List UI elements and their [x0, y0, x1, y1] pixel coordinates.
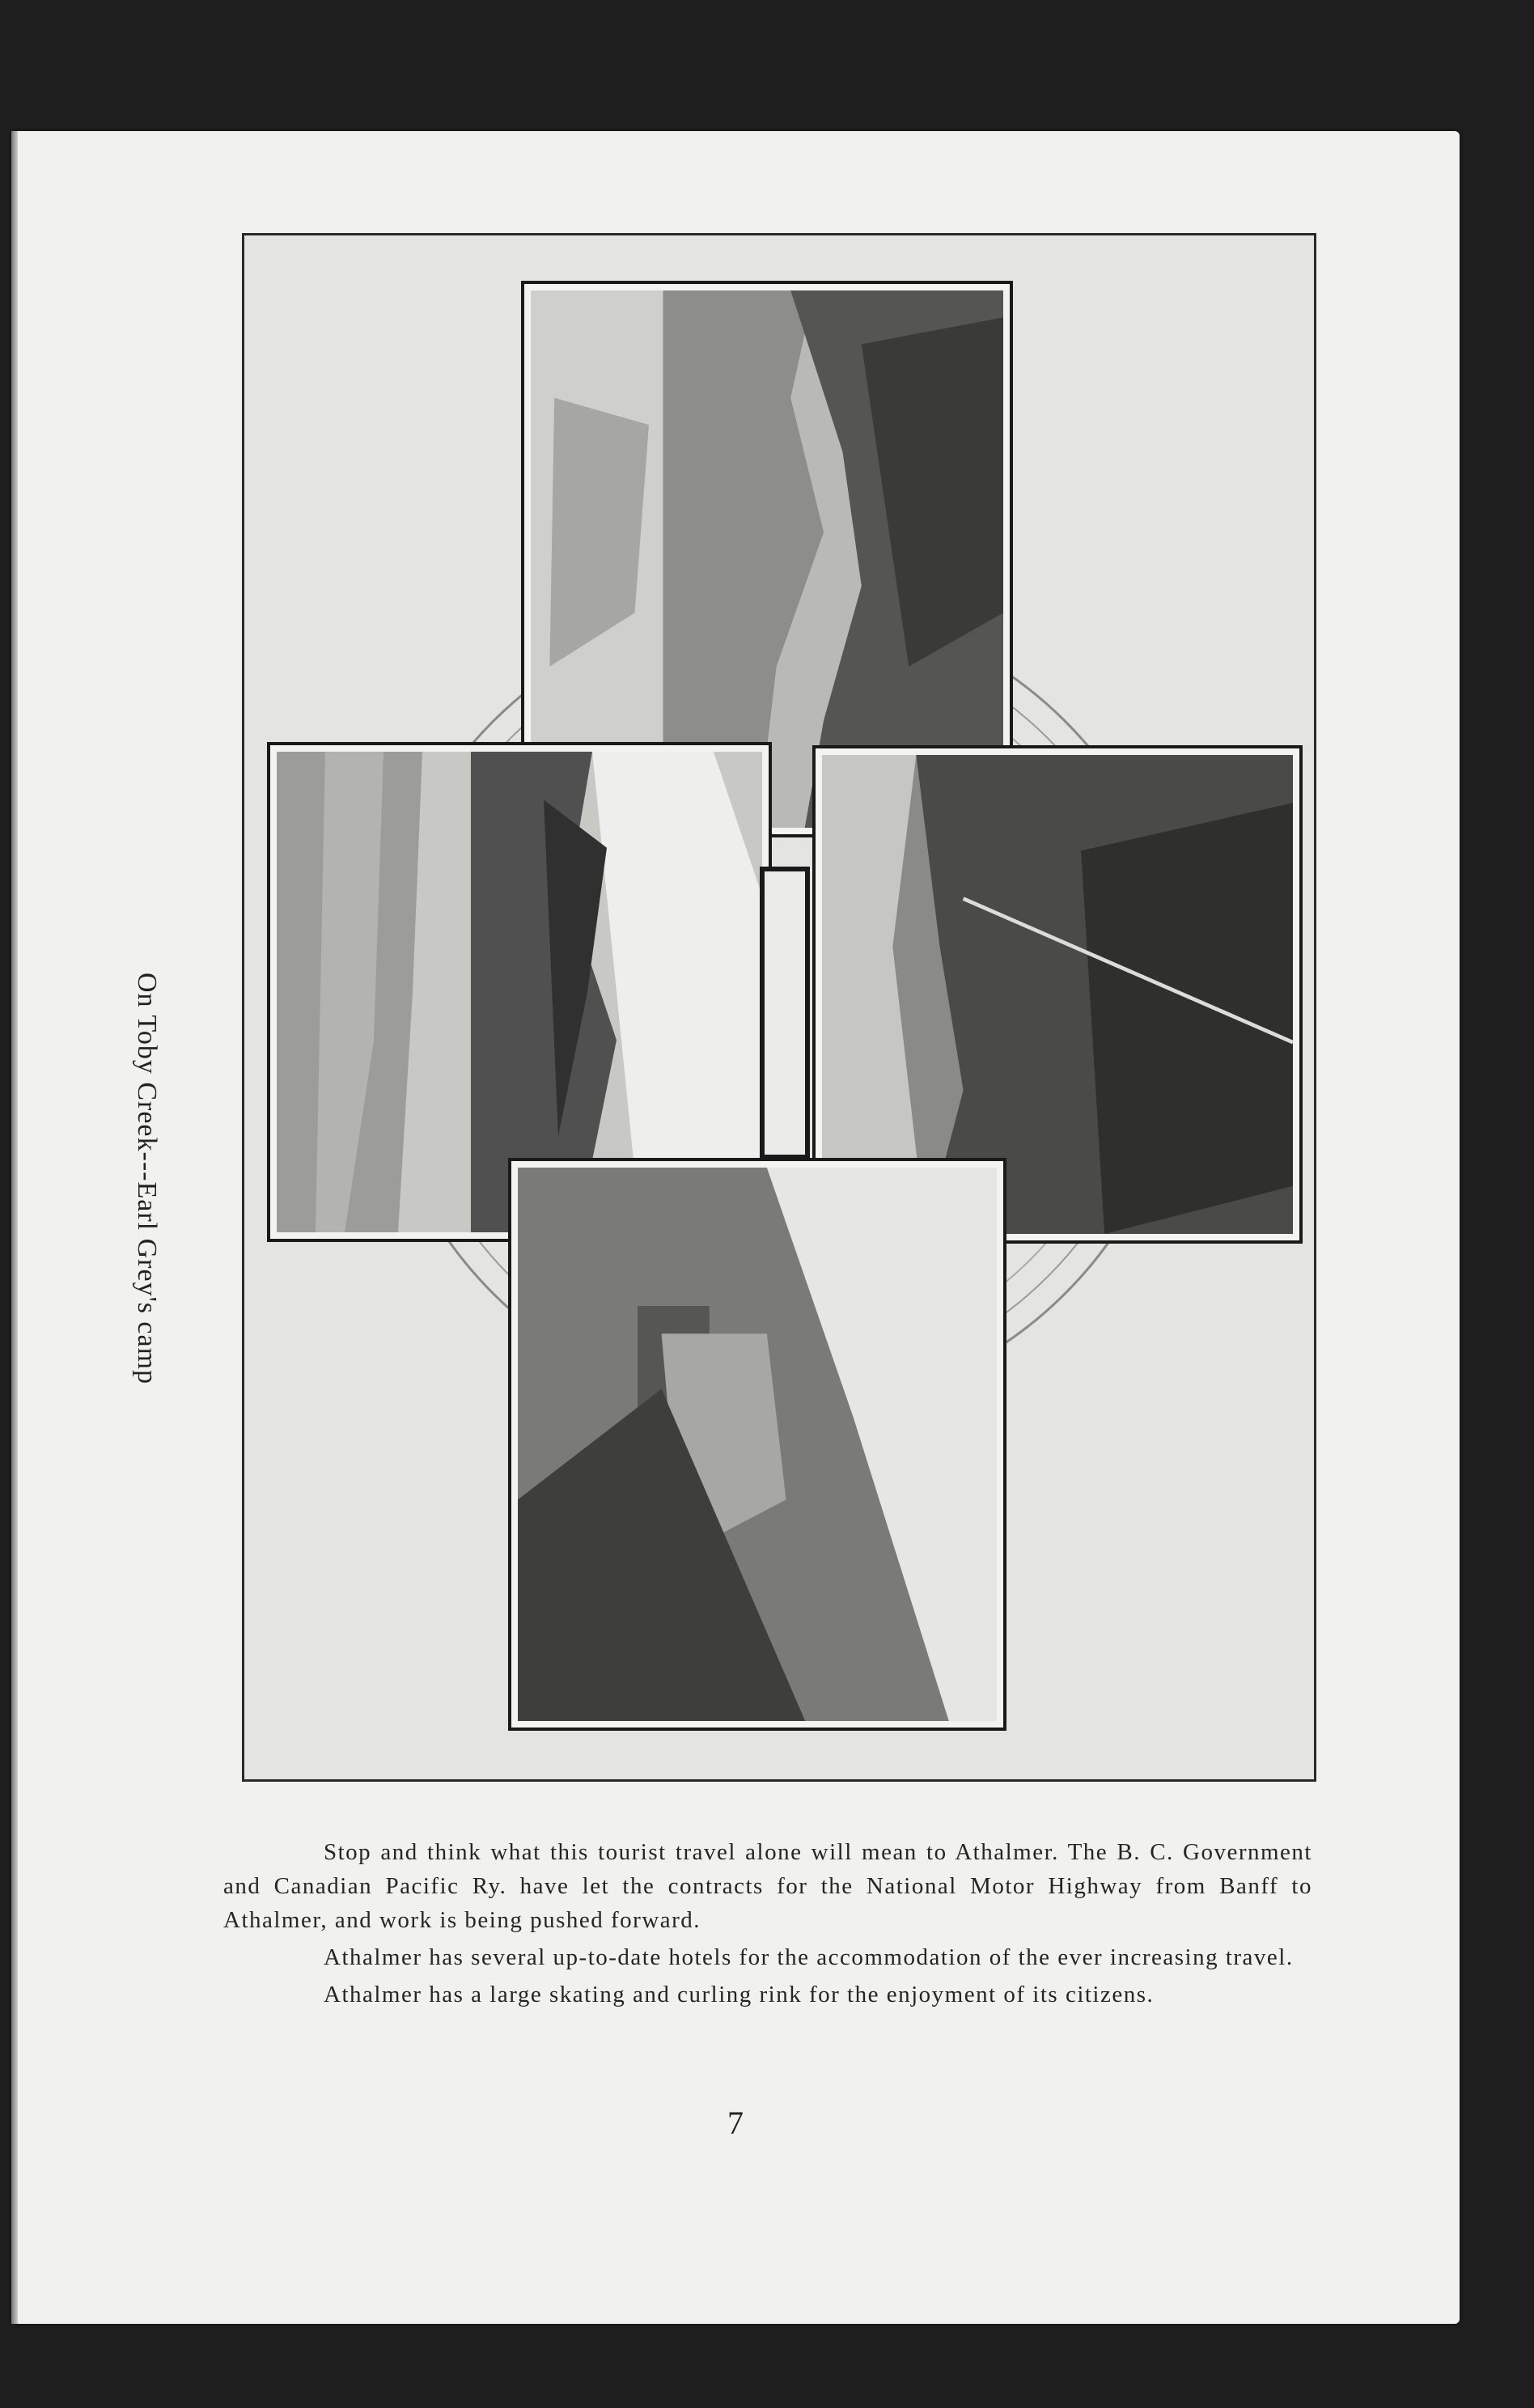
photo-plate	[242, 233, 1316, 1782]
plate-caption: On Toby Creek---Earl Grey's camp	[132, 973, 162, 1385]
photo-cabin-bottom	[508, 1158, 1006, 1731]
paragraph: Stop and think what this tourist travel alone will mean to Athalmer. The B. C. Government and Canadian Pacific Ry. have let the contracts for the National Motor Highway from Banff to Athalmer, and work is being pushed forward.	[223, 1839, 1312, 1933]
body-text	[223, 1835, 1312, 2015]
paragraph: Athalmer has a large skating and curling rink for the enjoyment of its citizens.	[324, 1982, 1155, 2007]
page-spine-shadow	[11, 131, 18, 2324]
center-frame-bar	[760, 867, 810, 1159]
paragraph: Athalmer has several up-to-date hotels for the accommodation of the ever increasing travel.	[324, 1944, 1294, 1970]
book-page	[11, 131, 1460, 2324]
page-number: 7	[727, 2105, 744, 2141]
